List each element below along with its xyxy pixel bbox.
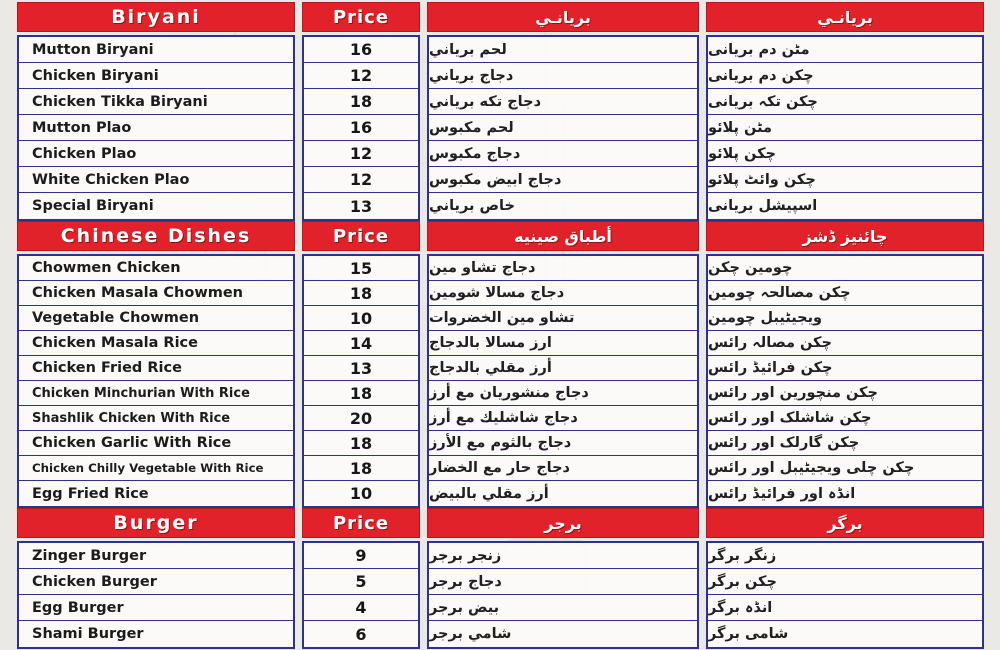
dish-name-urdu: انڈہ برگر — [708, 595, 982, 621]
dish-name-english: Special Biryani — [32, 198, 154, 214]
section-rows — [302, 35, 420, 221]
dish-name-english: Shashlik Chicken With Rice — [19, 406, 293, 431]
dish-name-arabic: شامي برجر — [429, 626, 512, 642]
dish-name-english: Chowmen Chicken — [19, 256, 293, 281]
dish-price: 5 — [304, 569, 418, 595]
dish-name-urdu: اسپیشل بریانی — [708, 198, 818, 214]
dish-price: 12 — [304, 63, 418, 89]
dish-price: 18 — [304, 381, 418, 406]
section-header-urdu: چائنیز ڈشز — [706, 221, 984, 251]
dish-name-urdu: مٹن دم بریانی — [708, 37, 982, 63]
dish-name-english: White Chicken Plao — [19, 167, 293, 193]
section-header-price: Price — [302, 508, 420, 538]
dish-name-arabic: دجاج مسالا شومين — [429, 281, 697, 306]
dish-name-urdu: چکن گارلک اور رائس — [708, 431, 982, 456]
dish-price: 16 — [304, 37, 418, 63]
dish-price: 18 — [304, 89, 418, 115]
dish-name-urdu: چکن تکہ بریانی — [708, 89, 982, 115]
column-english — [17, 2, 295, 650]
section-rows — [17, 254, 295, 508]
dish-name-arabic: دجاج مكبوس — [429, 141, 697, 167]
section-header-english: Biryani — [17, 2, 295, 32]
dish-name-english: Egg Fried Rice — [32, 485, 149, 502]
dish-name-english: Chicken Garlic With Rice — [19, 431, 293, 456]
dish-price: 13 — [304, 356, 418, 381]
dish-name-english: Chicken Masala Chowmen — [19, 281, 293, 306]
dish-name-urdu: شامی برگر — [708, 626, 789, 642]
dish-price: 6 — [355, 624, 367, 644]
dish-name-arabic: بيض برجر — [429, 595, 697, 621]
column-arabic — [427, 2, 699, 650]
section-header-price: Price — [302, 221, 420, 251]
dish-name-english: Chicken Fried Rice — [19, 356, 293, 381]
dish-name-english: Chicken Masala Rice — [19, 331, 293, 356]
column-urdu — [706, 2, 984, 650]
dish-price: 9 — [304, 543, 418, 569]
dish-price: 13 — [349, 196, 373, 216]
dish-name-urdu: چکن فرائیڈ رائس — [708, 356, 982, 381]
dish-price: 14 — [304, 331, 418, 356]
dish-price: 10 — [349, 484, 373, 503]
dish-name-english: Mutton Biryani — [19, 37, 293, 63]
dish-name-arabic: دجاج برياني — [429, 63, 697, 89]
dish-price: 20 — [304, 406, 418, 431]
section-rows — [17, 541, 295, 649]
dish-name-english: Chicken Biryani — [19, 63, 293, 89]
dish-name-english: Vegetable Chowmen — [19, 306, 293, 331]
dish-name-urdu: چکن برگر — [708, 569, 982, 595]
section-rows — [427, 35, 699, 221]
dish-name-english: Zinger Burger — [19, 543, 293, 569]
dish-name-urdu: مٹن پلائو — [708, 115, 982, 141]
dish-name-arabic: لحم مكبوس — [429, 115, 697, 141]
dish-name-arabic: دجاج حار مع الخضار — [429, 456, 697, 481]
dish-name-urdu: ویجیٹیبل چومین — [708, 306, 982, 331]
dish-name-arabic: ارز مسالا بالدجاج — [429, 331, 697, 356]
dish-name-arabic: دجاج منشوريان مع أرز — [429, 381, 697, 406]
column-price — [302, 2, 420, 650]
dish-name-urdu: چکن پلائو — [708, 141, 982, 167]
section-header-urdu: برگر — [706, 508, 984, 538]
dish-name-urdu: چکن وائٹ پلائو — [708, 167, 982, 193]
dish-name-urdu: زنگر برگر — [708, 543, 982, 569]
dish-name-english: Mutton Plao — [19, 115, 293, 141]
dish-name-urdu: چکن دم بریانی — [708, 63, 982, 89]
dish-name-arabic: أرز مقلي بالبيض — [429, 485, 549, 502]
dish-name-urdu: چکن مصالہ رائس — [708, 331, 982, 356]
dish-name-english: Shami Burger — [32, 626, 144, 642]
dish-name-english: Chicken Tikka Biryani — [19, 89, 293, 115]
section-rows — [706, 541, 984, 649]
section-rows — [427, 541, 699, 649]
dish-name-urdu: چکن چلی ویجیٹیبل اور رائس — [708, 456, 982, 481]
dish-name-english: Chicken Minchurian With Rice — [19, 381, 293, 406]
section-rows — [427, 254, 699, 508]
dish-name-arabic: لحم برياني — [429, 37, 697, 63]
dish-name-urdu: انڈہ اور فرائیڈ رائس — [708, 485, 856, 502]
dish-name-urdu: چومین چکن — [708, 256, 982, 281]
dish-name-arabic: دجاج برجر — [429, 569, 697, 595]
dish-name-arabic: دجاج بالثوم مع الأرز — [429, 431, 697, 456]
section-rows — [706, 254, 984, 508]
section-rows — [706, 35, 984, 221]
section-rows — [17, 35, 295, 221]
section-header-price: Price — [302, 2, 420, 32]
dish-name-arabic: خاص برياني — [429, 198, 515, 214]
dish-price: 18 — [304, 456, 418, 481]
dish-name-english: Egg Burger — [19, 595, 293, 621]
dish-name-english: Chicken Plao — [19, 141, 293, 167]
dish-price: 15 — [304, 256, 418, 281]
section-header-arabic: أطباق صينيه — [427, 221, 699, 251]
dish-price: 16 — [304, 115, 418, 141]
dish-name-arabic: تشاو مين الخضروات — [429, 306, 697, 331]
dish-name-arabic: أرز مقلي بالدجاج — [429, 356, 697, 381]
dish-name-urdu: چکن منچورین اور رائس — [708, 381, 982, 406]
dish-name-english: Chicken Burger — [19, 569, 293, 595]
dish-price: 18 — [304, 281, 418, 306]
dish-name-urdu: چکن شاشلک اور رائس — [708, 406, 982, 431]
dish-price: 4 — [304, 595, 418, 621]
dish-name-arabic: زنجر برجر — [429, 543, 697, 569]
dish-name-english: Chicken Chilly Vegetable With Rice — [19, 456, 293, 481]
dish-price: 18 — [304, 431, 418, 456]
section-header-english: Chinese Dishes — [17, 221, 295, 251]
dish-price: 10 — [304, 306, 418, 331]
section-rows — [302, 254, 420, 508]
dish-name-urdu: چکن مصالحہ چومین — [708, 281, 982, 306]
dish-name-arabic: دجاج شاشليك مع أرز — [429, 406, 697, 431]
section-header-english: Burger — [17, 508, 295, 538]
section-header-arabic: بريانـي — [427, 2, 699, 32]
section-header-arabic: برجر — [427, 508, 699, 538]
section-header-urdu: بريانـي — [706, 2, 984, 32]
dish-price: 12 — [304, 167, 418, 193]
dish-name-arabic: دجاج ابيض مكبوس — [429, 167, 697, 193]
dish-name-arabic: دجاج تشاو مين — [429, 256, 697, 281]
dish-name-arabic: دجاج تكه برياني — [429, 89, 697, 115]
section-rows — [302, 541, 420, 649]
dish-price: 12 — [304, 141, 418, 167]
